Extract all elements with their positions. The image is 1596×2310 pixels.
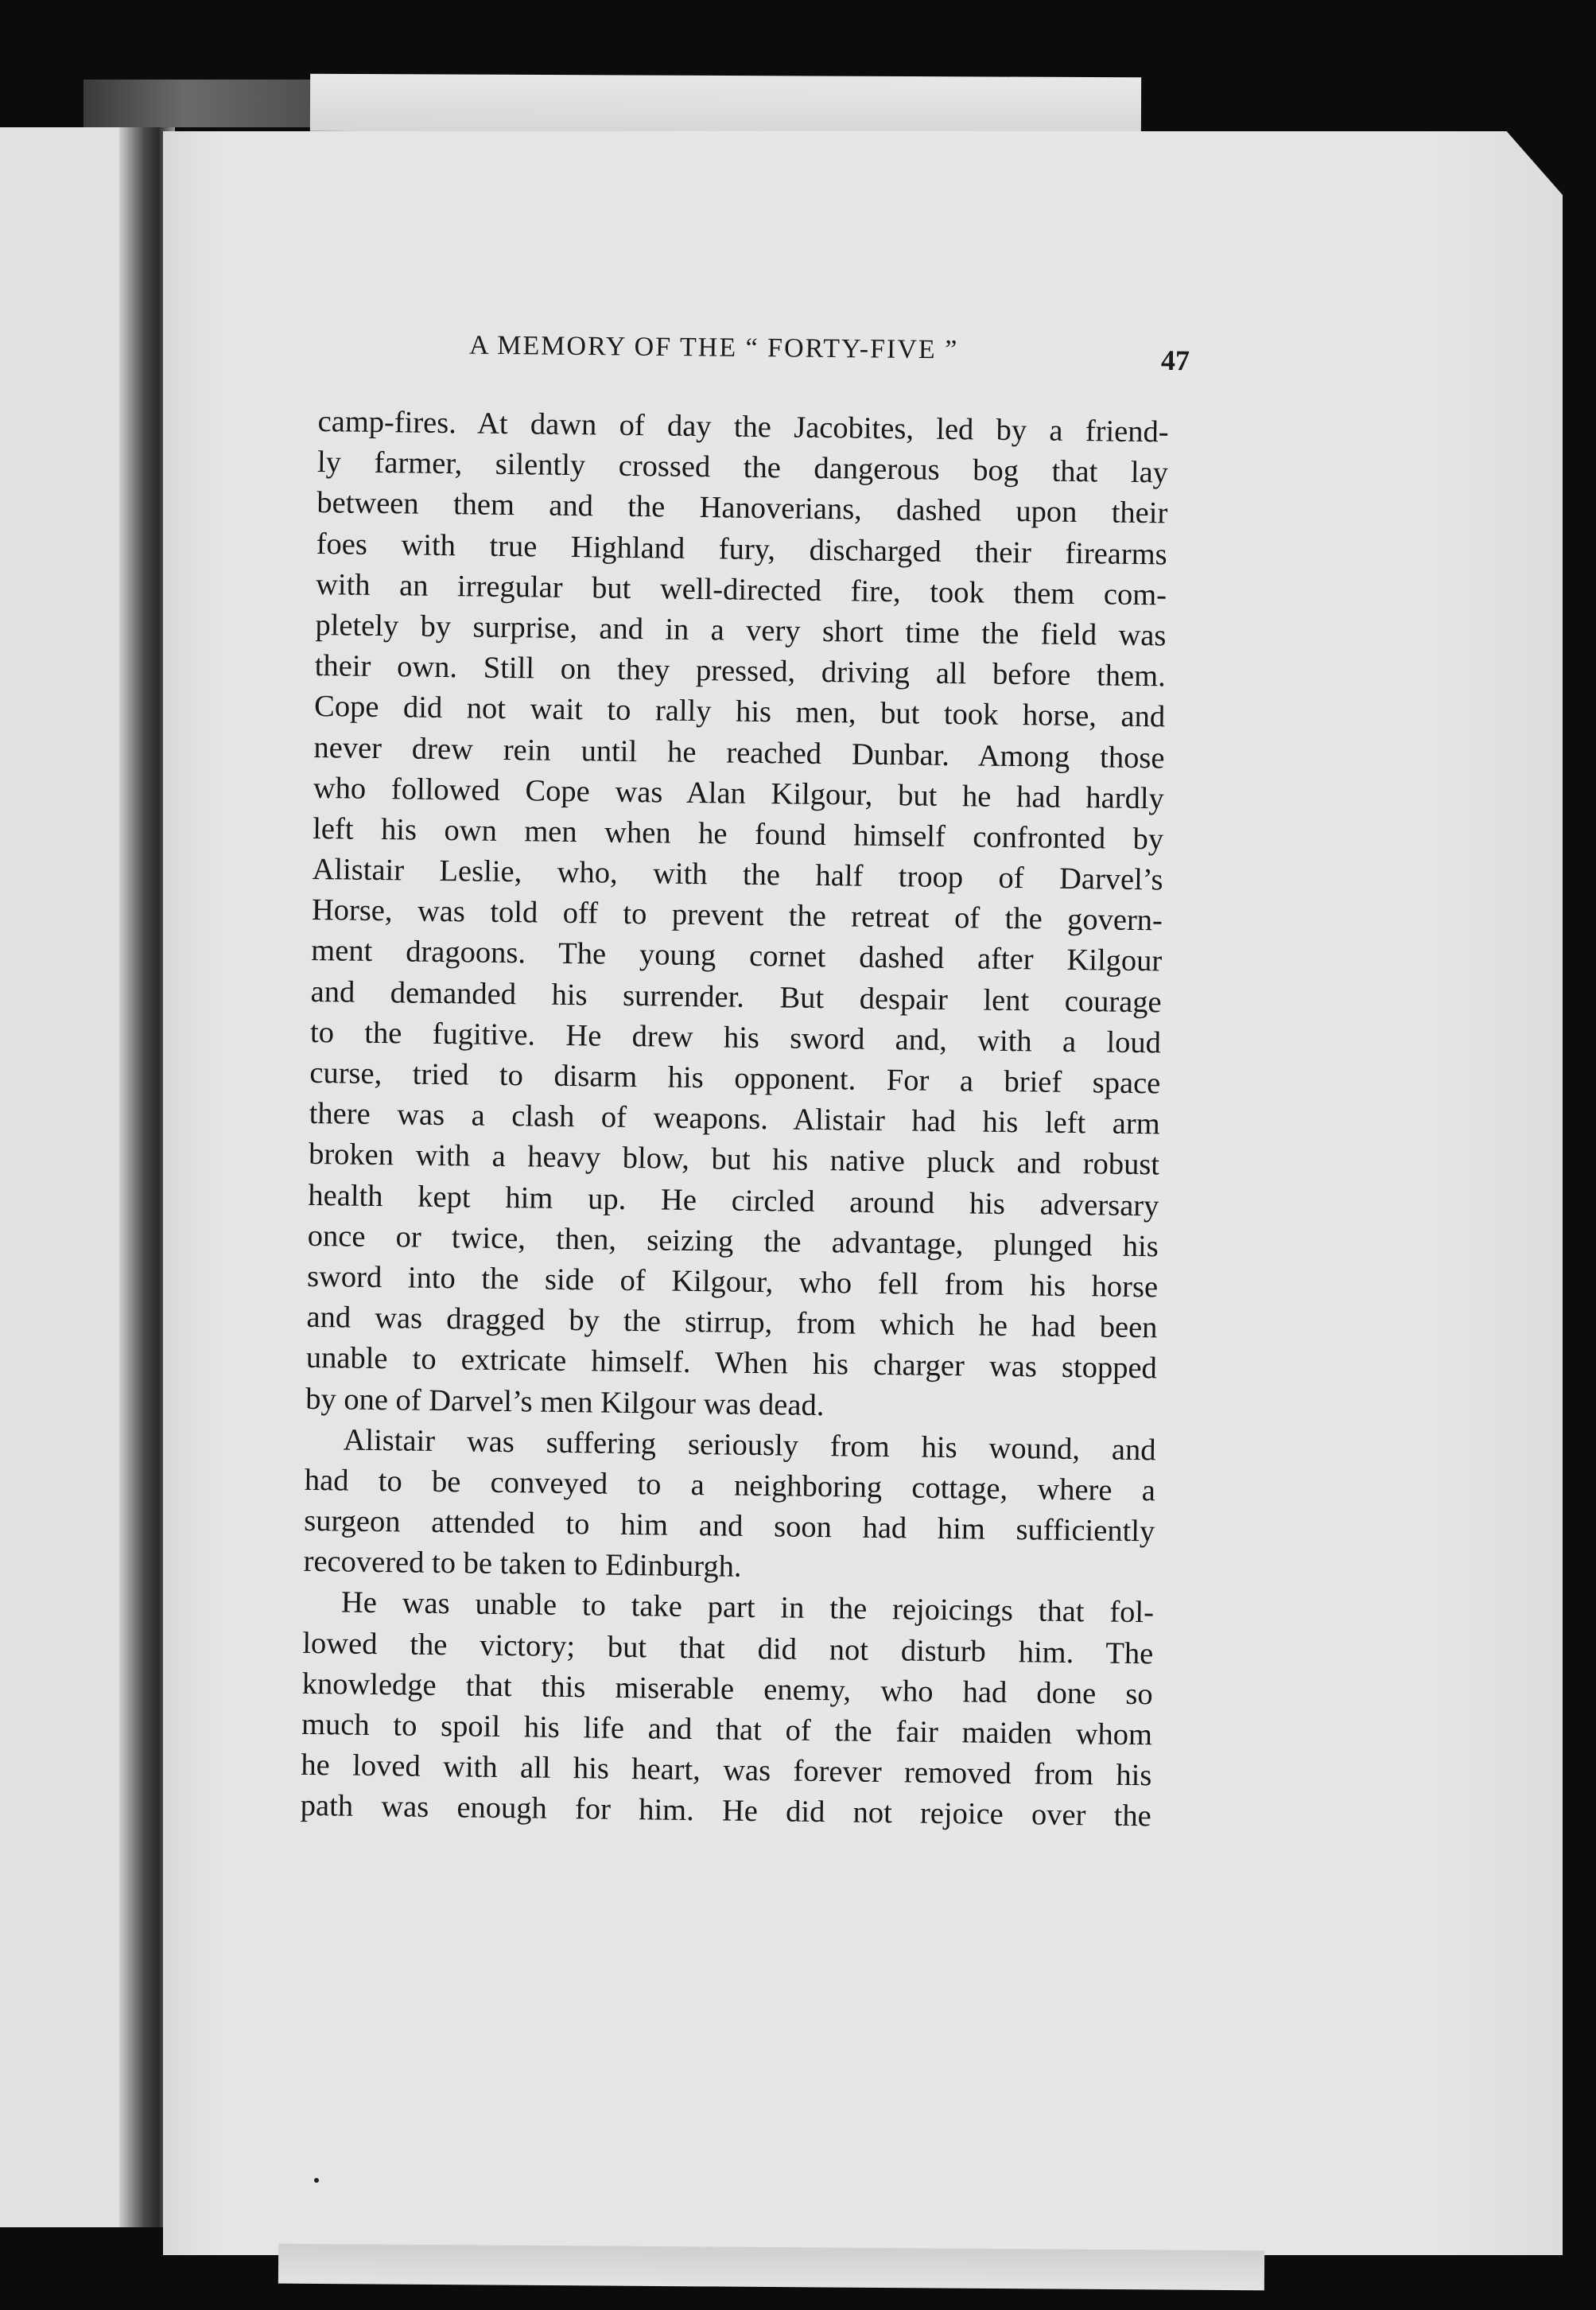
text-line: their own. Still on they pressed, driving all before them. xyxy=(314,649,1167,694)
text-line: knowledge that this miserable enemy, who had done so xyxy=(301,1666,1153,1712)
text-line: never drew rein until he reached Dunbar. Among those xyxy=(313,730,1165,775)
text-line: and was dragged by the stirrup, from which he had been xyxy=(306,1301,1158,1345)
facing-page xyxy=(0,127,131,2227)
text-line: health kept him up. He circled around his adversary xyxy=(308,1178,1159,1223)
text-line: once or twice, then, seizing the advantage, plunged his xyxy=(307,1219,1159,1264)
text-line: Horse, was told off to prevent the retreat of the govern- xyxy=(311,893,1163,938)
text-line: foes with true Highland fury, discharged their firearms xyxy=(316,527,1167,571)
bottom-page-edge xyxy=(278,2244,1264,2291)
scan-speck xyxy=(314,2178,319,2183)
text-line: between them and the Hanoverians, dashed upon their xyxy=(316,486,1168,531)
top-page-edge xyxy=(310,74,1141,135)
running-head: A MEMORY OF THE “ FORTY-FIVE ” xyxy=(468,330,959,365)
text-line: lowed the victory; but that did not disturb him. The xyxy=(302,1626,1154,1670)
text-line: there was a clash of weapons. Alistair had his left arm xyxy=(309,1097,1160,1141)
page-number: 47 xyxy=(1160,344,1190,377)
text-line: to the fugitive. He drew his sword and, with a loud xyxy=(309,1015,1162,1060)
text-line: path was enough for him. He did not rejoice over the xyxy=(300,1789,1151,1834)
text-line: had to be conveyed to a neighboring cottage, where a xyxy=(304,1463,1156,1508)
binding-shadow xyxy=(83,80,338,127)
text-line: broken with a heavy blow, but his native pluck and robust xyxy=(308,1138,1160,1182)
text-line: recovered to be taken to Edinburgh. xyxy=(303,1545,742,1585)
text-line: who followed Cope was Alan Kilgour, but he had hardly xyxy=(313,771,1165,816)
text-line: he loved with all his heart, was forever removed from his xyxy=(301,1748,1152,1793)
text-line: and demanded his surrender. But despair lent courage xyxy=(310,974,1162,1020)
text-line: surgeon attended to him and soon had him sufficiently xyxy=(304,1503,1155,1549)
text-line: camp-fires. At dawn of day the Jacobites, led by a friend- xyxy=(317,404,1169,449)
text-line: Cope did not wait to rally his men, but took horse, and xyxy=(313,690,1166,734)
text-line: curse, tried to disarm his opponent. For a brief space xyxy=(309,1056,1161,1101)
body-text xyxy=(300,402,1168,1838)
text-line: left his own men when he found himself confronted by xyxy=(312,811,1164,857)
text-line: Alistair Leslie, who, with the half troop of Darvel’s xyxy=(312,853,1163,897)
text-line: by one of Darvel’s men Kilgour was dead. xyxy=(305,1382,825,1422)
paragraph-first-line: Alistair was suffering seriously from his wound, and xyxy=(343,1423,1156,1468)
text-line: ly farmer, silently crossed the dangerous bog that lay xyxy=(316,445,1169,490)
paragraph-first-line: He was unable to take part in the rejoicings that fol- xyxy=(340,1585,1155,1630)
text-line: unable to extricate himself. When his charger was stopped xyxy=(305,1341,1158,1386)
text-line: with an irregular but well-directed fire, took them com- xyxy=(315,567,1167,612)
text-line: much to spoil his life and that of the fair maiden whom xyxy=(301,1707,1153,1752)
text-line: ment dragoons. The young cornet dashed after Kilgour xyxy=(311,934,1163,978)
text-line: sword into the side of Kilgour, who fell from his horse xyxy=(306,1259,1159,1305)
page-header xyxy=(469,331,1201,378)
text-line: pletely by surprise, and in a very short time the field was xyxy=(315,608,1167,653)
